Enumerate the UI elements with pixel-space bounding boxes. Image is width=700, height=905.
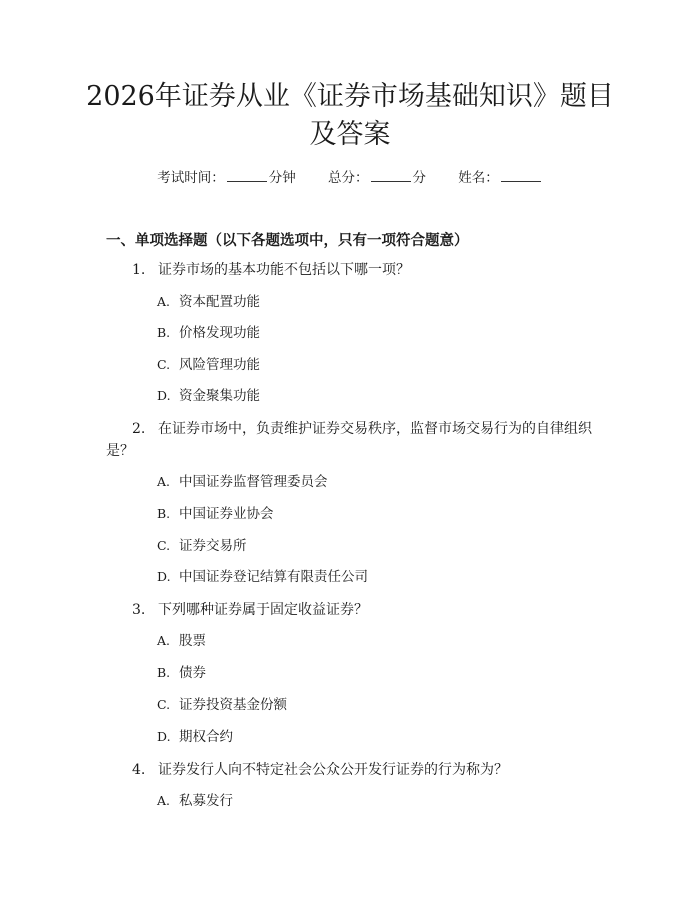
option-text: 中国证券业协会 [179, 506, 274, 522]
option-letter: B. [157, 325, 171, 340]
option-2b [157, 504, 274, 524]
option-letter: C. [157, 697, 171, 712]
exam-time-label: 考试时间： [157, 170, 225, 186]
option-4a [157, 791, 233, 811]
question-3 [106, 599, 598, 621]
option-3d [157, 727, 233, 747]
exam-time-blank [227, 168, 267, 182]
exam-score [328, 168, 426, 188]
option-letter: B. [157, 506, 171, 521]
option-text: 中国证券登记结算有限责任公司 [179, 569, 368, 585]
option-letter: C. [157, 538, 171, 553]
option-text: 中国证券监督管理委员会 [179, 474, 328, 490]
option-letter: D. [157, 569, 171, 584]
option-1c [157, 355, 260, 375]
question-text: 证券市场的基本功能不包括以下哪一项？ [158, 262, 410, 278]
question-1 [106, 259, 598, 281]
exam-score-unit: 分 [412, 170, 426, 186]
exam-score-blank [371, 168, 411, 182]
exam-time-unit: 分钟 [268, 170, 296, 186]
option-2a [157, 472, 328, 492]
option-3a [157, 631, 206, 651]
option-letter: A. [157, 294, 171, 309]
question-number: 3. [132, 602, 146, 618]
option-1a [157, 292, 260, 312]
option-text: 价格发现功能 [179, 325, 260, 341]
option-2d [157, 567, 368, 587]
question-number: 2. [132, 421, 146, 437]
exam-info [0, 168, 700, 188]
option-1d [157, 386, 260, 406]
question-text: 在证券市场中，负责维护证券交易秩序，监督市场交易行为的自律组织是？ [106, 421, 592, 459]
exam-name [458, 168, 543, 188]
exam-name-label: 姓名： [458, 170, 499, 186]
exam-score-label: 总分： [328, 170, 369, 186]
question-text: 证券发行人向不特定社会公众公开发行证券的行为称为？ [158, 762, 508, 778]
option-letter: B. [157, 665, 171, 680]
option-2c [157, 536, 247, 556]
section-heading: 一、单项选择题（以下各题选项中，只有一项符合题意） [106, 232, 469, 249]
question-number: 1. [132, 262, 146, 278]
exam-time [157, 168, 296, 188]
option-text: 资本配置功能 [179, 294, 260, 310]
option-text: 证券交易所 [179, 538, 247, 554]
question-4 [106, 759, 598, 781]
option-letter: A. [157, 793, 171, 808]
option-text: 债券 [179, 665, 206, 681]
option-text: 私募发行 [179, 793, 233, 809]
option-letter: A. [157, 474, 171, 489]
option-1b [157, 323, 260, 343]
option-3b [157, 663, 206, 683]
option-letter: D. [157, 388, 171, 403]
document-title: 2026年证券从业《证券市场基础知识》题目及答案 [86, 81, 614, 150]
option-3c [157, 695, 287, 715]
option-text: 证券投资基金份额 [179, 697, 287, 713]
option-text: 股票 [179, 633, 206, 649]
option-letter: A. [157, 633, 171, 648]
option-text: 风险管理功能 [179, 357, 260, 373]
question-number: 4. [132, 762, 146, 778]
option-text: 资金聚集功能 [179, 388, 260, 404]
question-text: 下列哪种证券属于固定收益证券？ [158, 602, 368, 618]
question-2 [106, 418, 598, 462]
option-letter: D. [157, 729, 171, 744]
option-letter: C. [157, 357, 171, 372]
option-text: 期权合约 [179, 729, 233, 745]
exam-name-blank [501, 168, 541, 182]
